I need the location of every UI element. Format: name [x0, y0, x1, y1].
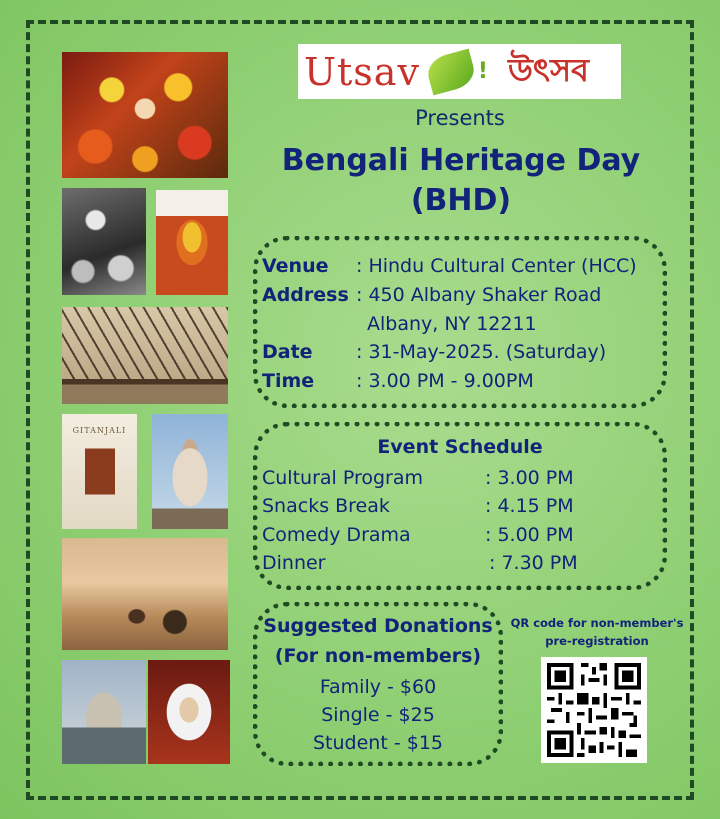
date-label: Date [262, 341, 313, 363]
venue-value: : Hindu Cultural Center (HCC) [356, 255, 637, 277]
logo-text-bengali: উৎসব [507, 50, 589, 89]
schedule-item-name: Comedy Drama [262, 524, 411, 546]
photo-durga-idol [148, 660, 230, 764]
photo-durga-face [156, 190, 228, 295]
donations-subtitle: (For non-members) [274, 645, 482, 667]
date-value: : 31-May-2025. (Saturday) [356, 341, 607, 363]
time-label: Time [262, 370, 315, 392]
qr-label [504, 614, 690, 650]
gitanjali-title: GITANJALI [72, 426, 127, 435]
photo-gitanjali-book [62, 414, 137, 529]
event-title [280, 141, 642, 221]
event-title-line1: Bengali Heritage Day [281, 143, 641, 178]
time-value: : 3.00 PM - 9.00PM [356, 370, 534, 392]
qr-code[interactable] [541, 657, 647, 763]
qr-label-line1: QR code for non-member's [510, 616, 684, 630]
photo-filmmaker-collage [62, 188, 146, 295]
venue-label: Venue [262, 255, 329, 277]
address-line1: : 450 Albany Shaker Road [356, 284, 602, 306]
address-label: Address [262, 284, 349, 306]
donation-item: Family - $60 [319, 676, 437, 698]
schedule-item-time: : 7.30 PM [489, 552, 578, 574]
address-line2: Albany, NY 12211 [367, 313, 537, 335]
event-title-line2: (BHD) [410, 183, 512, 218]
donation-item: Single - $25 [321, 704, 435, 726]
photo-durga-flowers [62, 52, 228, 178]
qr-label-line2: pre-registration [545, 634, 649, 648]
leaf-icon [424, 48, 478, 95]
donation-item: Student - $15 [313, 732, 443, 754]
schedule-title: Event Schedule [377, 436, 543, 458]
schedule-item-time: : 4.15 PM [485, 495, 574, 517]
logo-exclamation: ! [477, 59, 488, 84]
donations-title: Suggested Donations [263, 615, 493, 637]
utsav-logo [298, 44, 621, 99]
photo-rickshaw-painting [62, 538, 228, 650]
photo-howrah-bridge [62, 307, 228, 404]
photo-dakshineswar-temple [152, 414, 228, 529]
schedule-item-name: Snacks Break [262, 495, 390, 517]
schedule-item-name: Dinner [262, 552, 326, 574]
logo-text-english: Utsav [304, 49, 420, 94]
schedule-item-time: : 3.00 PM [485, 467, 574, 489]
photo-kolkata-street [62, 660, 146, 764]
qr-code-icon [547, 663, 641, 757]
schedule-item-time: : 5.00 PM [485, 524, 574, 546]
schedule-item-name: Cultural Program [262, 467, 424, 489]
presents-text: Presents [415, 106, 505, 130]
